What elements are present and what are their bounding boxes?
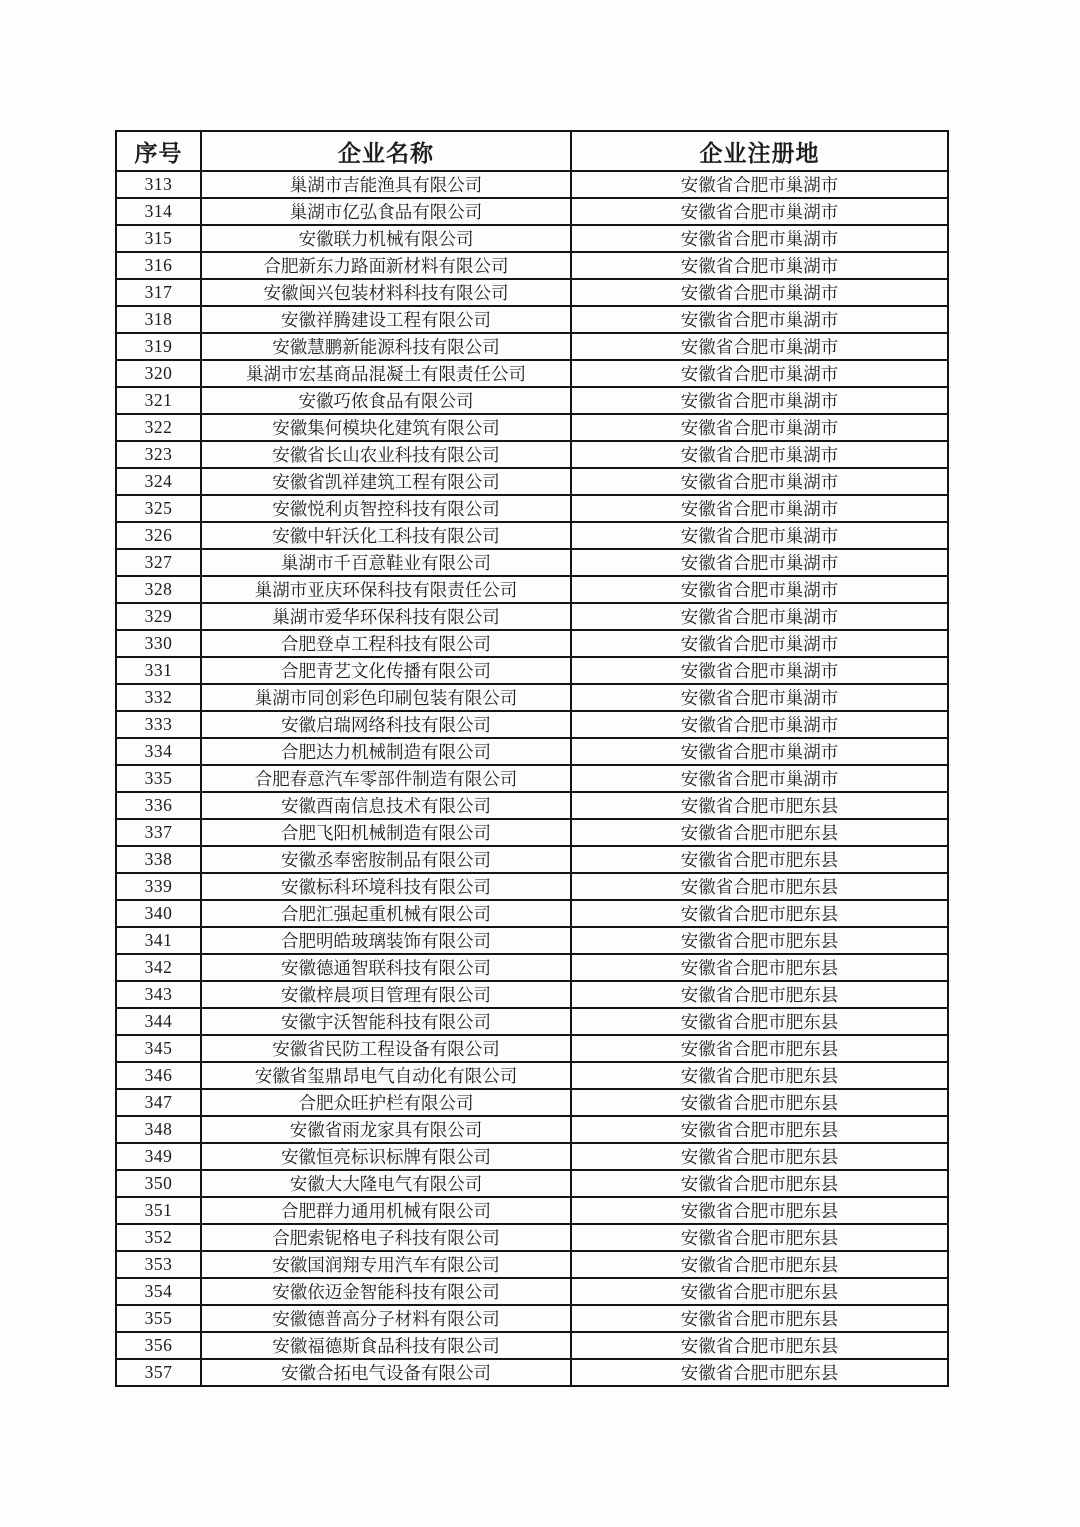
serial-number-cell: 341	[116, 927, 201, 954]
table-row	[116, 333, 948, 360]
table-row	[116, 954, 948, 981]
serial-number-cell: 323	[116, 441, 201, 468]
company-name-cell: 安徽祥腾建设工程有限公司	[201, 306, 571, 333]
registration-place-cell: 安徽省合肥市巢湖市	[571, 468, 948, 495]
table-row	[116, 819, 948, 846]
serial-number-cell: 316	[116, 252, 201, 279]
company-name-cell: 安徽梓晨项目管理有限公司	[201, 981, 571, 1008]
registration-place-cell: 安徽省合肥市巢湖市	[571, 333, 948, 360]
company-name-cell: 安徽省雨龙家具有限公司	[201, 1116, 571, 1143]
table-row	[116, 1116, 948, 1143]
table-row	[116, 360, 948, 387]
serial-number-cell: 317	[116, 279, 201, 306]
registration-place-cell: 安徽省合肥市肥东县	[571, 1008, 948, 1035]
company-name-cell: 安徽恒亮标识标牌有限公司	[201, 1143, 571, 1170]
registration-place-cell: 安徽省合肥市巢湖市	[571, 549, 948, 576]
table-row	[116, 279, 948, 306]
company-name-cell: 安徽德通智联科技有限公司	[201, 954, 571, 981]
company-name-cell: 安徽启瑞网络科技有限公司	[201, 711, 571, 738]
company-name-cell: 安徽慧鹏新能源科技有限公司	[201, 333, 571, 360]
registration-place-cell: 安徽省合肥市巢湖市	[571, 630, 948, 657]
registration-place-cell: 安徽省合肥市巢湖市	[571, 603, 948, 630]
registration-place-cell: 安徽省合肥市肥东县	[571, 819, 948, 846]
serial-number-cell: 333	[116, 711, 201, 738]
table-row	[116, 1089, 948, 1116]
company-name-cell: 巢湖市亚庆环保科技有限责任公司	[201, 576, 571, 603]
registration-place-cell: 安徽省合肥市肥东县	[571, 1332, 948, 1359]
registration-place-cell: 安徽省合肥市巢湖市	[571, 414, 948, 441]
registration-place-cell: 安徽省合肥市肥东县	[571, 927, 948, 954]
registration-place-cell: 安徽省合肥市肥东县	[571, 900, 948, 927]
registration-place-cell: 安徽省合肥市肥东县	[571, 1359, 948, 1386]
registration-place-cell: 安徽省合肥市巢湖市	[571, 387, 948, 414]
registration-place-cell: 安徽省合肥市巢湖市	[571, 738, 948, 765]
company-name-cell: 巢湖市同创彩色印刷包装有限公司	[201, 684, 571, 711]
serial-number-cell: 335	[116, 765, 201, 792]
table-row	[116, 306, 948, 333]
serial-number-cell: 352	[116, 1224, 201, 1251]
table-body	[116, 171, 948, 1386]
company-name-cell: 安徽省长山农业科技有限公司	[201, 441, 571, 468]
serial-number-cell: 321	[116, 387, 201, 414]
company-name-cell: 安徽德普高分子材料有限公司	[201, 1305, 571, 1332]
serial-number-cell: 319	[116, 333, 201, 360]
table-row	[116, 1251, 948, 1278]
table-row	[116, 441, 948, 468]
column-header-company-name: 企业名称	[201, 131, 571, 171]
registration-place-cell: 安徽省合肥市肥东县	[571, 981, 948, 1008]
table-row	[116, 1008, 948, 1035]
company-name-cell: 安徽省玺鼎昂电气自动化有限公司	[201, 1062, 571, 1089]
company-name-cell: 合肥众旺护栏有限公司	[201, 1089, 571, 1116]
company-name-cell: 巢湖市吉能渔具有限公司	[201, 171, 571, 198]
serial-number-cell: 357	[116, 1359, 201, 1386]
serial-number-cell: 330	[116, 630, 201, 657]
table-row	[116, 198, 948, 225]
serial-number-cell: 325	[116, 495, 201, 522]
registration-place-cell: 安徽省合肥市巢湖市	[571, 441, 948, 468]
serial-number-cell: 349	[116, 1143, 201, 1170]
table-row	[116, 1170, 948, 1197]
company-name-cell: 合肥登卓工程科技有限公司	[201, 630, 571, 657]
serial-number-cell: 336	[116, 792, 201, 819]
header-row	[116, 131, 948, 171]
company-name-cell: 巢湖市宏基商品混凝土有限责任公司	[201, 360, 571, 387]
table-row	[116, 414, 948, 441]
company-name-cell: 安徽福德斯食品科技有限公司	[201, 1332, 571, 1359]
registration-place-cell: 安徽省合肥市肥东县	[571, 1089, 948, 1116]
company-name-cell: 安徽省民防工程设备有限公司	[201, 1035, 571, 1062]
table-row	[116, 846, 948, 873]
table-row	[116, 1197, 948, 1224]
company-name-cell: 安徽标科环境科技有限公司	[201, 873, 571, 900]
company-name-cell: 安徽依迈金智能科技有限公司	[201, 1278, 571, 1305]
table-row	[116, 738, 948, 765]
company-name-cell: 巢湖市千百意鞋业有限公司	[201, 549, 571, 576]
serial-number-cell: 346	[116, 1062, 201, 1089]
company-name-cell: 合肥飞阳机械制造有限公司	[201, 819, 571, 846]
registration-place-cell: 安徽省合肥市巢湖市	[571, 225, 948, 252]
table-row	[116, 711, 948, 738]
table-row	[116, 603, 948, 630]
serial-number-cell: 328	[116, 576, 201, 603]
table-row	[116, 630, 948, 657]
serial-number-cell: 331	[116, 657, 201, 684]
company-name-cell: 安徽宇沃智能科技有限公司	[201, 1008, 571, 1035]
serial-number-cell: 355	[116, 1305, 201, 1332]
company-name-cell: 安徽中轩沃化工科技有限公司	[201, 522, 571, 549]
table-row	[116, 522, 948, 549]
serial-number-cell: 326	[116, 522, 201, 549]
company-name-cell: 安徽大大隆电气有限公司	[201, 1170, 571, 1197]
registration-place-cell: 安徽省合肥市肥东县	[571, 954, 948, 981]
serial-number-cell: 320	[116, 360, 201, 387]
serial-number-cell: 322	[116, 414, 201, 441]
company-name-cell: 安徽丞奉密胺制品有限公司	[201, 846, 571, 873]
table-row	[116, 171, 948, 198]
serial-number-cell: 318	[116, 306, 201, 333]
table-row	[116, 387, 948, 414]
serial-number-cell: 351	[116, 1197, 201, 1224]
serial-number-cell: 353	[116, 1251, 201, 1278]
registration-place-cell: 安徽省合肥市巢湖市	[571, 198, 948, 225]
company-name-cell: 安徽省凯祥建筑工程有限公司	[201, 468, 571, 495]
serial-number-cell: 314	[116, 198, 201, 225]
table-row	[116, 468, 948, 495]
table-row	[116, 657, 948, 684]
serial-number-cell: 324	[116, 468, 201, 495]
table-row	[116, 981, 948, 1008]
registration-place-cell: 安徽省合肥市肥东县	[571, 1278, 948, 1305]
table-row	[116, 900, 948, 927]
serial-number-cell: 334	[116, 738, 201, 765]
table-header	[116, 131, 948, 171]
registration-place-cell: 安徽省合肥市巢湖市	[571, 765, 948, 792]
serial-number-cell: 354	[116, 1278, 201, 1305]
registration-place-cell: 安徽省合肥市巢湖市	[571, 711, 948, 738]
company-name-cell: 合肥新东力路面新材料有限公司	[201, 252, 571, 279]
column-header-registration-place: 企业注册地	[571, 131, 948, 171]
table-row	[116, 1143, 948, 1170]
registration-place-cell: 安徽省合肥市巢湖市	[571, 306, 948, 333]
company-registry-table	[115, 130, 949, 1387]
registration-place-cell: 安徽省合肥市肥东县	[571, 1116, 948, 1143]
registration-place-cell: 安徽省合肥市肥东县	[571, 792, 948, 819]
serial-number-cell: 337	[116, 819, 201, 846]
table-row	[116, 495, 948, 522]
company-name-cell: 安徽联力机械有限公司	[201, 225, 571, 252]
serial-number-cell: 342	[116, 954, 201, 981]
registration-place-cell: 安徽省合肥市肥东县	[571, 873, 948, 900]
company-name-cell: 安徽集何模块化建筑有限公司	[201, 414, 571, 441]
registration-place-cell: 安徽省合肥市巢湖市	[571, 171, 948, 198]
serial-number-cell: 356	[116, 1332, 201, 1359]
registration-place-cell: 安徽省合肥市肥东县	[571, 1143, 948, 1170]
table-row	[116, 1305, 948, 1332]
table-row	[116, 1278, 948, 1305]
serial-number-cell: 329	[116, 603, 201, 630]
table-row	[116, 1035, 948, 1062]
registration-place-cell: 安徽省合肥市巢湖市	[571, 576, 948, 603]
table-row	[116, 792, 948, 819]
company-name-cell: 合肥青艺文化传播有限公司	[201, 657, 571, 684]
table-row	[116, 576, 948, 603]
table-row	[116, 549, 948, 576]
company-name-cell: 巢湖市亿弘食品有限公司	[201, 198, 571, 225]
company-name-cell: 安徽合拓电气设备有限公司	[201, 1359, 571, 1386]
registration-place-cell: 安徽省合肥市巢湖市	[571, 522, 948, 549]
serial-number-cell: 339	[116, 873, 201, 900]
registration-place-cell: 安徽省合肥市肥东县	[571, 1251, 948, 1278]
column-header-serial-number: 序号	[116, 131, 201, 171]
company-name-cell: 安徽巧侬食品有限公司	[201, 387, 571, 414]
serial-number-cell: 313	[116, 171, 201, 198]
serial-number-cell: 347	[116, 1089, 201, 1116]
serial-number-cell: 350	[116, 1170, 201, 1197]
registration-place-cell: 安徽省合肥市巢湖市	[571, 684, 948, 711]
company-name-cell: 合肥群力通用机械有限公司	[201, 1197, 571, 1224]
table-row	[116, 765, 948, 792]
serial-number-cell: 348	[116, 1116, 201, 1143]
table-row	[116, 927, 948, 954]
table-row	[116, 225, 948, 252]
table-row	[116, 684, 948, 711]
company-name-cell: 合肥汇强起重机械有限公司	[201, 900, 571, 927]
company-name-cell: 安徽酉南信息技术有限公司	[201, 792, 571, 819]
registration-place-cell: 安徽省合肥市巢湖市	[571, 279, 948, 306]
serial-number-cell: 338	[116, 846, 201, 873]
registration-place-cell: 安徽省合肥市肥东县	[571, 1035, 948, 1062]
company-name-cell: 巢湖市爱华环保科技有限公司	[201, 603, 571, 630]
registration-place-cell: 安徽省合肥市巢湖市	[571, 657, 948, 684]
registration-place-cell: 安徽省合肥市肥东县	[571, 1224, 948, 1251]
registration-place-cell: 安徽省合肥市巢湖市	[571, 495, 948, 522]
serial-number-cell: 332	[116, 684, 201, 711]
registration-place-cell: 安徽省合肥市肥东县	[571, 1170, 948, 1197]
serial-number-cell: 345	[116, 1035, 201, 1062]
table-row	[116, 1224, 948, 1251]
serial-number-cell: 343	[116, 981, 201, 1008]
table-row	[116, 873, 948, 900]
serial-number-cell: 344	[116, 1008, 201, 1035]
serial-number-cell: 315	[116, 225, 201, 252]
registration-place-cell: 安徽省合肥市肥东县	[571, 1305, 948, 1332]
company-name-cell: 合肥春意汽车零部件制造有限公司	[201, 765, 571, 792]
company-name-cell: 安徽闽兴包装材料科技有限公司	[201, 279, 571, 306]
table-row	[116, 1062, 948, 1089]
table-row	[116, 1332, 948, 1359]
registration-place-cell: 安徽省合肥市巢湖市	[571, 252, 948, 279]
table-row	[116, 252, 948, 279]
company-name-cell: 合肥索铌格电子科技有限公司	[201, 1224, 571, 1251]
registration-place-cell: 安徽省合肥市巢湖市	[571, 360, 948, 387]
registration-place-cell: 安徽省合肥市肥东县	[571, 1062, 948, 1089]
table-row	[116, 1359, 948, 1386]
company-name-cell: 安徽国润翔专用汽车有限公司	[201, 1251, 571, 1278]
company-name-cell: 合肥达力机械制造有限公司	[201, 738, 571, 765]
serial-number-cell: 327	[116, 549, 201, 576]
company-name-cell: 合肥明皓玻璃装饰有限公司	[201, 927, 571, 954]
company-name-cell: 安徽悦利贞智控科技有限公司	[201, 495, 571, 522]
registration-place-cell: 安徽省合肥市肥东县	[571, 846, 948, 873]
registration-place-cell: 安徽省合肥市肥东县	[571, 1197, 948, 1224]
serial-number-cell: 340	[116, 900, 201, 927]
